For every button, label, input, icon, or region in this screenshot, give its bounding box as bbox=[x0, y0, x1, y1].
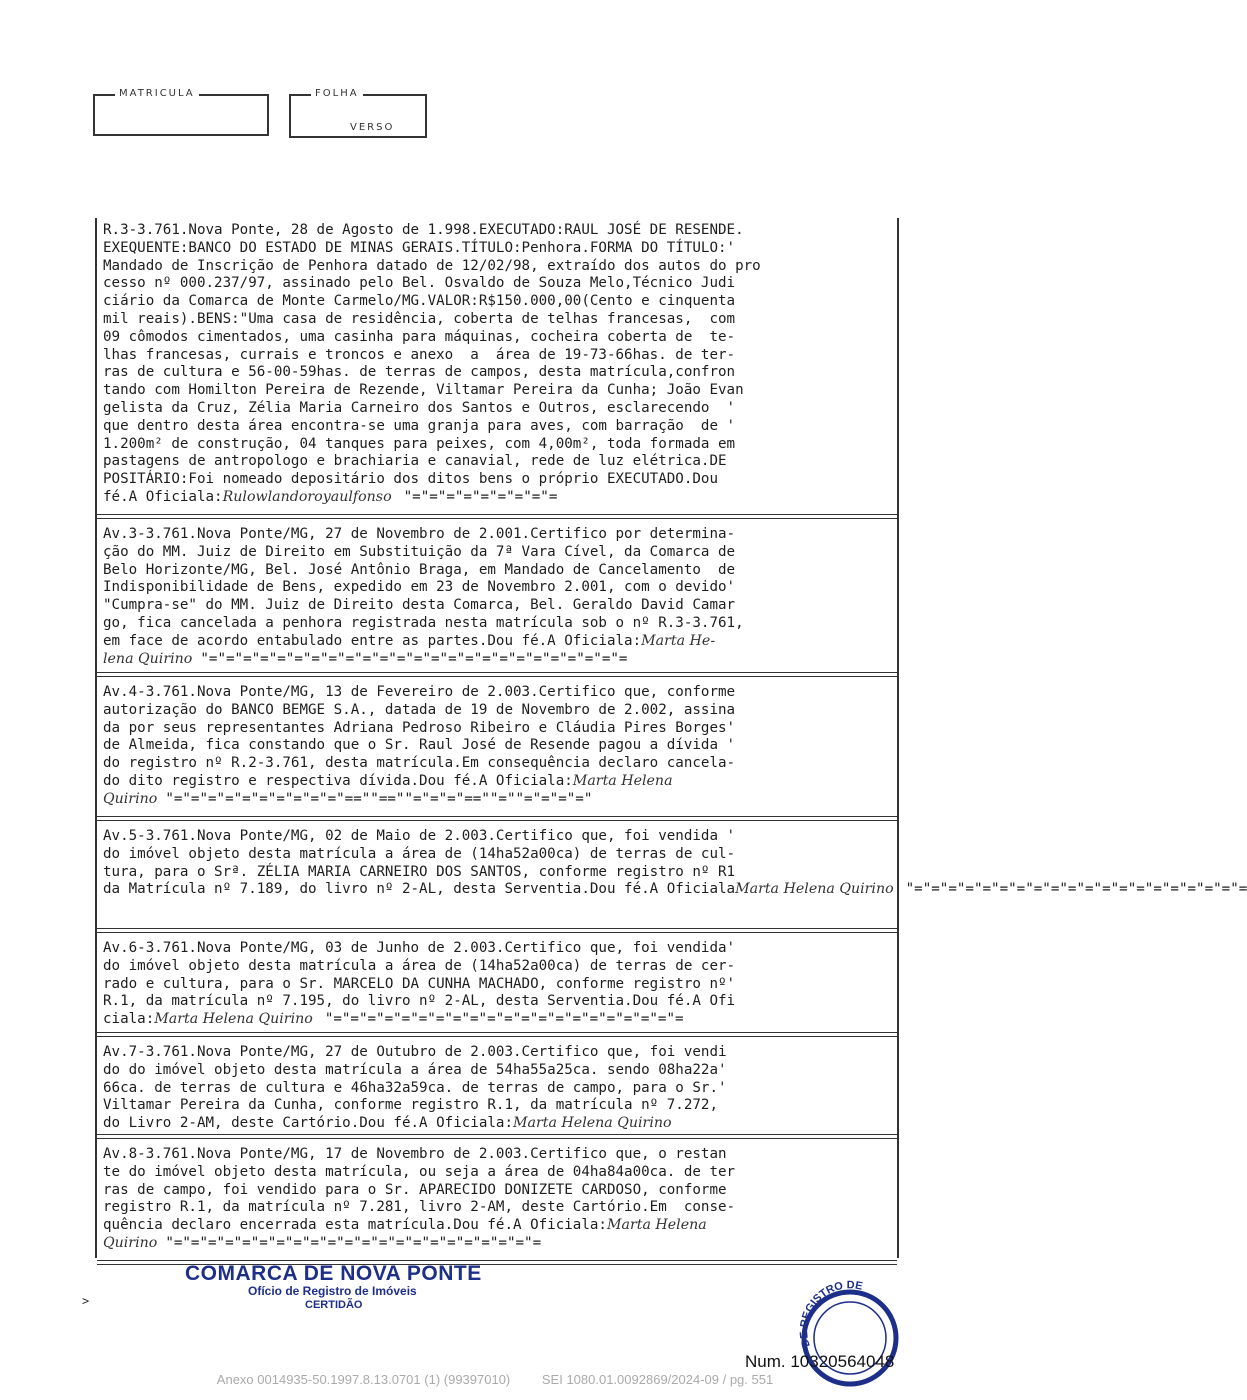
registry-entry-av7 bbox=[103, 1044, 893, 1133]
entry-text: registro R.1, da matrícula nº 7.281, livro 2-AM, deste Cartório.Em conse- bbox=[103, 1199, 736, 1216]
entry-text: Indisponibilidade de Bens, expedido em 23 de Novembro 2.001, com o devido' bbox=[103, 579, 736, 596]
fill-marks: "="="="="="="="="="="="="="="="="="="="= bbox=[905, 881, 1247, 898]
entry-separator bbox=[97, 1134, 897, 1139]
fill-marks: "="="="="="="="="="="="="="="="="="="="="="= bbox=[165, 1234, 542, 1251]
svg-text:DE REGISTRO DE bbox=[798, 1279, 863, 1348]
oficiala-signature: Marta Helena Quirino bbox=[154, 1011, 313, 1028]
entry-line bbox=[103, 1011, 893, 1029]
entry-line bbox=[103, 791, 893, 809]
registry-entry-av3 bbox=[103, 526, 893, 668]
entry-line bbox=[103, 1097, 893, 1115]
entry-line bbox=[103, 1235, 893, 1253]
entry-text: te do imóvel objeto desta matrícula, ou seja a área de 04ha84a00ca. de ter bbox=[103, 1163, 736, 1180]
entry-text: Av.4-3.761.Nova Ponte/MG, 13 de Fevereiro de 2.003.Certifico que, conforme bbox=[103, 684, 736, 700]
folha-label: FOLHA bbox=[311, 88, 363, 99]
entry-line bbox=[103, 940, 893, 958]
oficiala-signature: Marta Helena Quirino bbox=[735, 881, 894, 898]
entry-line bbox=[103, 364, 893, 382]
registry-entry-av5 bbox=[103, 828, 1247, 899]
entry-line bbox=[103, 1080, 893, 1098]
entry-text: tura, para o Srª. ZÉLIA MARIA CARNEIRO DOS SANTOS, conforme registro nº R1 bbox=[103, 863, 736, 880]
seal-text: DE REGISTRO DE bbox=[798, 1279, 864, 1349]
entry-text: 09 cômodos cimentados, uma casinha para máquinas, cocheira coberta de te- bbox=[103, 328, 736, 345]
oficiala-signature: Rulowlandoroyaulfonso bbox=[222, 488, 392, 505]
fill-marks: "="="="="="="="="= bbox=[403, 488, 558, 505]
fill-marks: "="="="="="="="="="="="="="="="="="="="="="="="="= bbox=[200, 650, 628, 667]
entry-line bbox=[103, 1164, 893, 1182]
entry-text: do Livro 2-AM, deste Cartório.Dou fé.A Oficiala: bbox=[103, 1115, 513, 1132]
entry-line bbox=[103, 544, 893, 562]
registry-entry-av4 bbox=[103, 684, 893, 809]
entry-text: da Matrícula nº 7.189, do livro nº 2-AL, desta Serventia.Dou fé.A Oficiala bbox=[103, 881, 736, 898]
entry-line bbox=[103, 958, 893, 976]
entry-line bbox=[103, 400, 893, 418]
entry-text: Belo Horizonte/MG, Bel. José Antônio Braga, em Mandado de Cancelamento de bbox=[103, 561, 736, 578]
entry-text: que dentro desta área encontra-se uma granja para aves, com barração de ' bbox=[103, 417, 736, 434]
entry-line bbox=[103, 633, 893, 651]
entry-line bbox=[103, 418, 893, 436]
oficiala-signature-continued: Quirino bbox=[103, 790, 158, 807]
entry-text: Av.5-3.761.Nova Ponte/MG, 02 de Maio de 2.003.Certifico que, foi vendida ' bbox=[103, 828, 736, 844]
entry-line bbox=[103, 1062, 893, 1080]
entry-line bbox=[103, 258, 893, 276]
entry-separator bbox=[97, 1032, 897, 1037]
footer-annex-reference: Anexo 0014935-50.1997.8.13.0701 (1) (99397010) bbox=[216, 1372, 511, 1387]
entry-line bbox=[103, 864, 893, 882]
stamp-certidao: CERTIDÃO bbox=[305, 1299, 363, 1311]
entry-line bbox=[103, 755, 893, 773]
oficiala-signature-continued: Quirino bbox=[103, 1234, 158, 1251]
entry-line bbox=[103, 651, 893, 669]
entry-text: tando com Homilton Pereira de Rezende, Viltamar Pereira da Cunha; João Evan bbox=[103, 382, 744, 399]
entry-line bbox=[103, 240, 893, 258]
entry-line bbox=[103, 1217, 893, 1235]
registry-document-body bbox=[95, 218, 1247, 1258]
entry-text: fé.A Oficiala: bbox=[103, 488, 223, 505]
entry-text: ciário da Comarca de Monte Carmelo/MG.VALOR:R$150.000,00(Cento e cinquenta bbox=[103, 293, 736, 310]
verso-label: VERSO bbox=[350, 122, 395, 133]
entry-text: lhas francesas, currais e troncos e anexo a área de 19-73-66has. de ter- bbox=[103, 346, 736, 363]
entry-line bbox=[103, 275, 893, 293]
entry-text: em face de acordo entabulado entre as partes.Dou fé.A Oficiala: bbox=[103, 632, 642, 649]
entry-line bbox=[103, 684, 893, 702]
entry-line bbox=[103, 993, 893, 1011]
entry-text: do registro nº R.2-3.761, desta matrícula.Em consequência declaro cancela- bbox=[103, 755, 736, 772]
entry-line bbox=[103, 702, 893, 720]
entry-text: do dito registro e respectiva dívida.Dou fé.A Oficiala: bbox=[103, 772, 573, 789]
stamp-office: Ofício de Registro de Imóveis bbox=[248, 1284, 417, 1298]
entry-line bbox=[103, 773, 893, 791]
entry-text: do do imóvel objeto desta matrícula a área de 54ha55a25ca. sendo 08ha22a' bbox=[103, 1061, 727, 1078]
entry-text: go, fica cancelada a penhora registrada nesta matrícula sob o nº R.3-3.761, bbox=[103, 614, 744, 631]
entry-line bbox=[103, 1115, 893, 1133]
entry-text: Av.3-3.761.Nova Ponte/MG, 27 de Novembro de 2.001.Certifico por determina- bbox=[103, 526, 736, 542]
entry-text: Viltamar Pereira da Cunha, conforme registro R.1, da matrícula nº 7.272, bbox=[103, 1097, 718, 1114]
entry-text: rado e cultura, para o Sr. MARCELO DA CUNHA MACHADO, conforme registro nº' bbox=[103, 975, 736, 992]
entry-text: pastagens de antropologo e brachiaria e canavial, rede de luz elétrica.DE bbox=[103, 453, 727, 470]
entry-line bbox=[103, 737, 893, 755]
entry-text: mil reais).BENS:"Uma casa de residência, coberta de telhas francesas, com bbox=[103, 310, 736, 327]
entry-line bbox=[103, 311, 893, 329]
fill-marks: "="="="="="="="="="="="="="="="="="="="="= bbox=[324, 1011, 684, 1028]
entry-line bbox=[103, 293, 893, 311]
entry-line bbox=[103, 329, 893, 347]
registry-entry-av8 bbox=[103, 1146, 893, 1253]
entry-line bbox=[103, 1182, 893, 1200]
entry-line bbox=[103, 562, 893, 580]
entry-text: Av.6-3.761.Nova Ponte/MG, 03 de Junho de 2.003.Certifico que, foi vendida' bbox=[103, 940, 736, 956]
entry-line bbox=[103, 579, 893, 597]
entry-text: Av.8-3.761.Nova Ponte/MG, 17 de Novembro de 2.003.Certifico que, o restan bbox=[103, 1146, 727, 1162]
entry-line bbox=[103, 976, 893, 994]
oficiala-signature: Marta Helena bbox=[606, 1217, 707, 1234]
entry-line bbox=[103, 436, 893, 454]
entry-line bbox=[103, 828, 893, 846]
entry-line bbox=[103, 1146, 893, 1164]
entry-line bbox=[103, 597, 893, 615]
entry-separator bbox=[97, 928, 897, 933]
entry-text: da por seus representantes Adriana Pedroso Ribeiro e Cláudia Pires Borges' bbox=[103, 719, 736, 736]
entry-text: EXEQUENTE:BANCO DO ESTADO DE MINAS GERAIS.TÍTULO:Penhora.FORMA DO TÍTULO:' bbox=[103, 239, 736, 256]
entry-text: "Cumpra-se" do MM. Juiz de Direito desta Comarca, Bel. Geraldo David Camar bbox=[103, 597, 736, 614]
entry-text: quência declaro encerrada esta matrícula.Dou fé.A Oficiala: bbox=[103, 1217, 607, 1234]
entry-text: autorização do BANCO BEMGE S.A., datada de 19 de Novembro de 2.002, assina bbox=[103, 701, 736, 718]
entry-line bbox=[103, 615, 893, 633]
registry-entry-av6 bbox=[103, 940, 893, 1029]
entry-text: Av.7-3.761.Nova Ponte/MG, 27 de Outubro de 2.003.Certifico que, foi vendi bbox=[103, 1044, 727, 1060]
entry-text: gelista da Cruz, Zélia Maria Carneiro dos Santos e Outros, esclarecendo ' bbox=[103, 399, 736, 416]
entry-text: ras de campo, foi vendido para o Sr. APARECIDO DONIZETE CARDOSO, conforme bbox=[103, 1181, 727, 1198]
entry-line bbox=[103, 881, 1247, 899]
entry-text: cesso nº 000.237/97, assinado pelo Bel. Osvaldo de Souza Melo,Técnico Judi bbox=[103, 275, 736, 292]
entry-line bbox=[103, 846, 893, 864]
entry-text: Mandado de Inscrição de Penhora datado de 12/02/98, extraído dos autos do pro bbox=[103, 257, 761, 274]
entry-separator bbox=[97, 514, 897, 519]
fill-marks: "="="="="="="="="="="==""==""="="="==""=""="="="=" bbox=[165, 790, 593, 807]
entry-separator bbox=[97, 672, 897, 677]
entry-text: do imóvel objeto desta matrícula a área de (14ha52a00ca) de terras de cer- bbox=[103, 957, 736, 974]
entry-text: 66ca. de terras de cultura e 46ha32a59ca. de terras de campo, para o Sr.' bbox=[103, 1079, 727, 1096]
entry-line bbox=[103, 489, 893, 507]
stamp-title: COMARCA DE NOVA PONTE bbox=[185, 1262, 482, 1285]
document-number: Num. 10320564048 bbox=[745, 1352, 895, 1371]
oficiala-signature: Marta Helena Quirino bbox=[513, 1115, 672, 1132]
entry-line bbox=[103, 453, 893, 471]
entry-line bbox=[103, 222, 893, 240]
entry-line bbox=[103, 471, 893, 489]
entry-text: do imóvel objeto desta matrícula a área de (14ha52a00ca) de terras de cul- bbox=[103, 845, 736, 862]
matricula-label: MATRICULA bbox=[115, 88, 199, 99]
entry-line bbox=[103, 1199, 893, 1217]
entry-text: ção do MM. Juiz de Direito em Substituição da 7ª Vara Cível, da Comarca de bbox=[103, 543, 736, 560]
registry-entry-r3 bbox=[103, 222, 893, 507]
entry-text: POSITÁRIO:Foi nomeado depositário dos ditos bens o próprio EXECUTADO.Dou bbox=[103, 471, 718, 488]
entry-text: de Almeida, fica constando que o Sr. Raul José de Resende pagou a dívida ' bbox=[103, 737, 736, 754]
entry-line bbox=[103, 1044, 893, 1062]
entry-line bbox=[103, 382, 893, 400]
matricula-box bbox=[93, 88, 269, 136]
oficiala-signature: Marta Helena bbox=[572, 772, 673, 789]
entry-line bbox=[103, 720, 893, 738]
entry-text: ciala: bbox=[103, 1011, 155, 1028]
entry-line bbox=[103, 526, 893, 544]
entry-text: R.3-3.761.Nova Ponte, 28 de Agosto de 1.998.EXECUTADO:RAUL JOSÉ DE RESENDE. bbox=[103, 222, 744, 238]
footer-sei-reference: SEI 1080.01.0092869/2024-09 / pg. 551 bbox=[541, 1372, 774, 1387]
entry-line bbox=[103, 347, 893, 365]
entry-text: R.1, da matrícula nº 7.195, do livro nº 2-AL, desta Serventia.Dou fé.A Ofi bbox=[103, 993, 736, 1010]
margin-mark: > bbox=[82, 1294, 90, 1308]
entry-text: ras de cultura e 56-00-59has. de terras de campos, desta matrícula,confron bbox=[103, 364, 736, 381]
oficiala-signature-continued: lena Quirino bbox=[103, 650, 193, 667]
oficiala-signature: Marta He- bbox=[641, 632, 716, 649]
page-footer bbox=[0, 1372, 990, 1387]
entry-separator bbox=[97, 816, 897, 821]
entry-text: 1.200m² de construção, 04 tanques para peixes, com 4,00m², toda formada em bbox=[103, 435, 736, 452]
